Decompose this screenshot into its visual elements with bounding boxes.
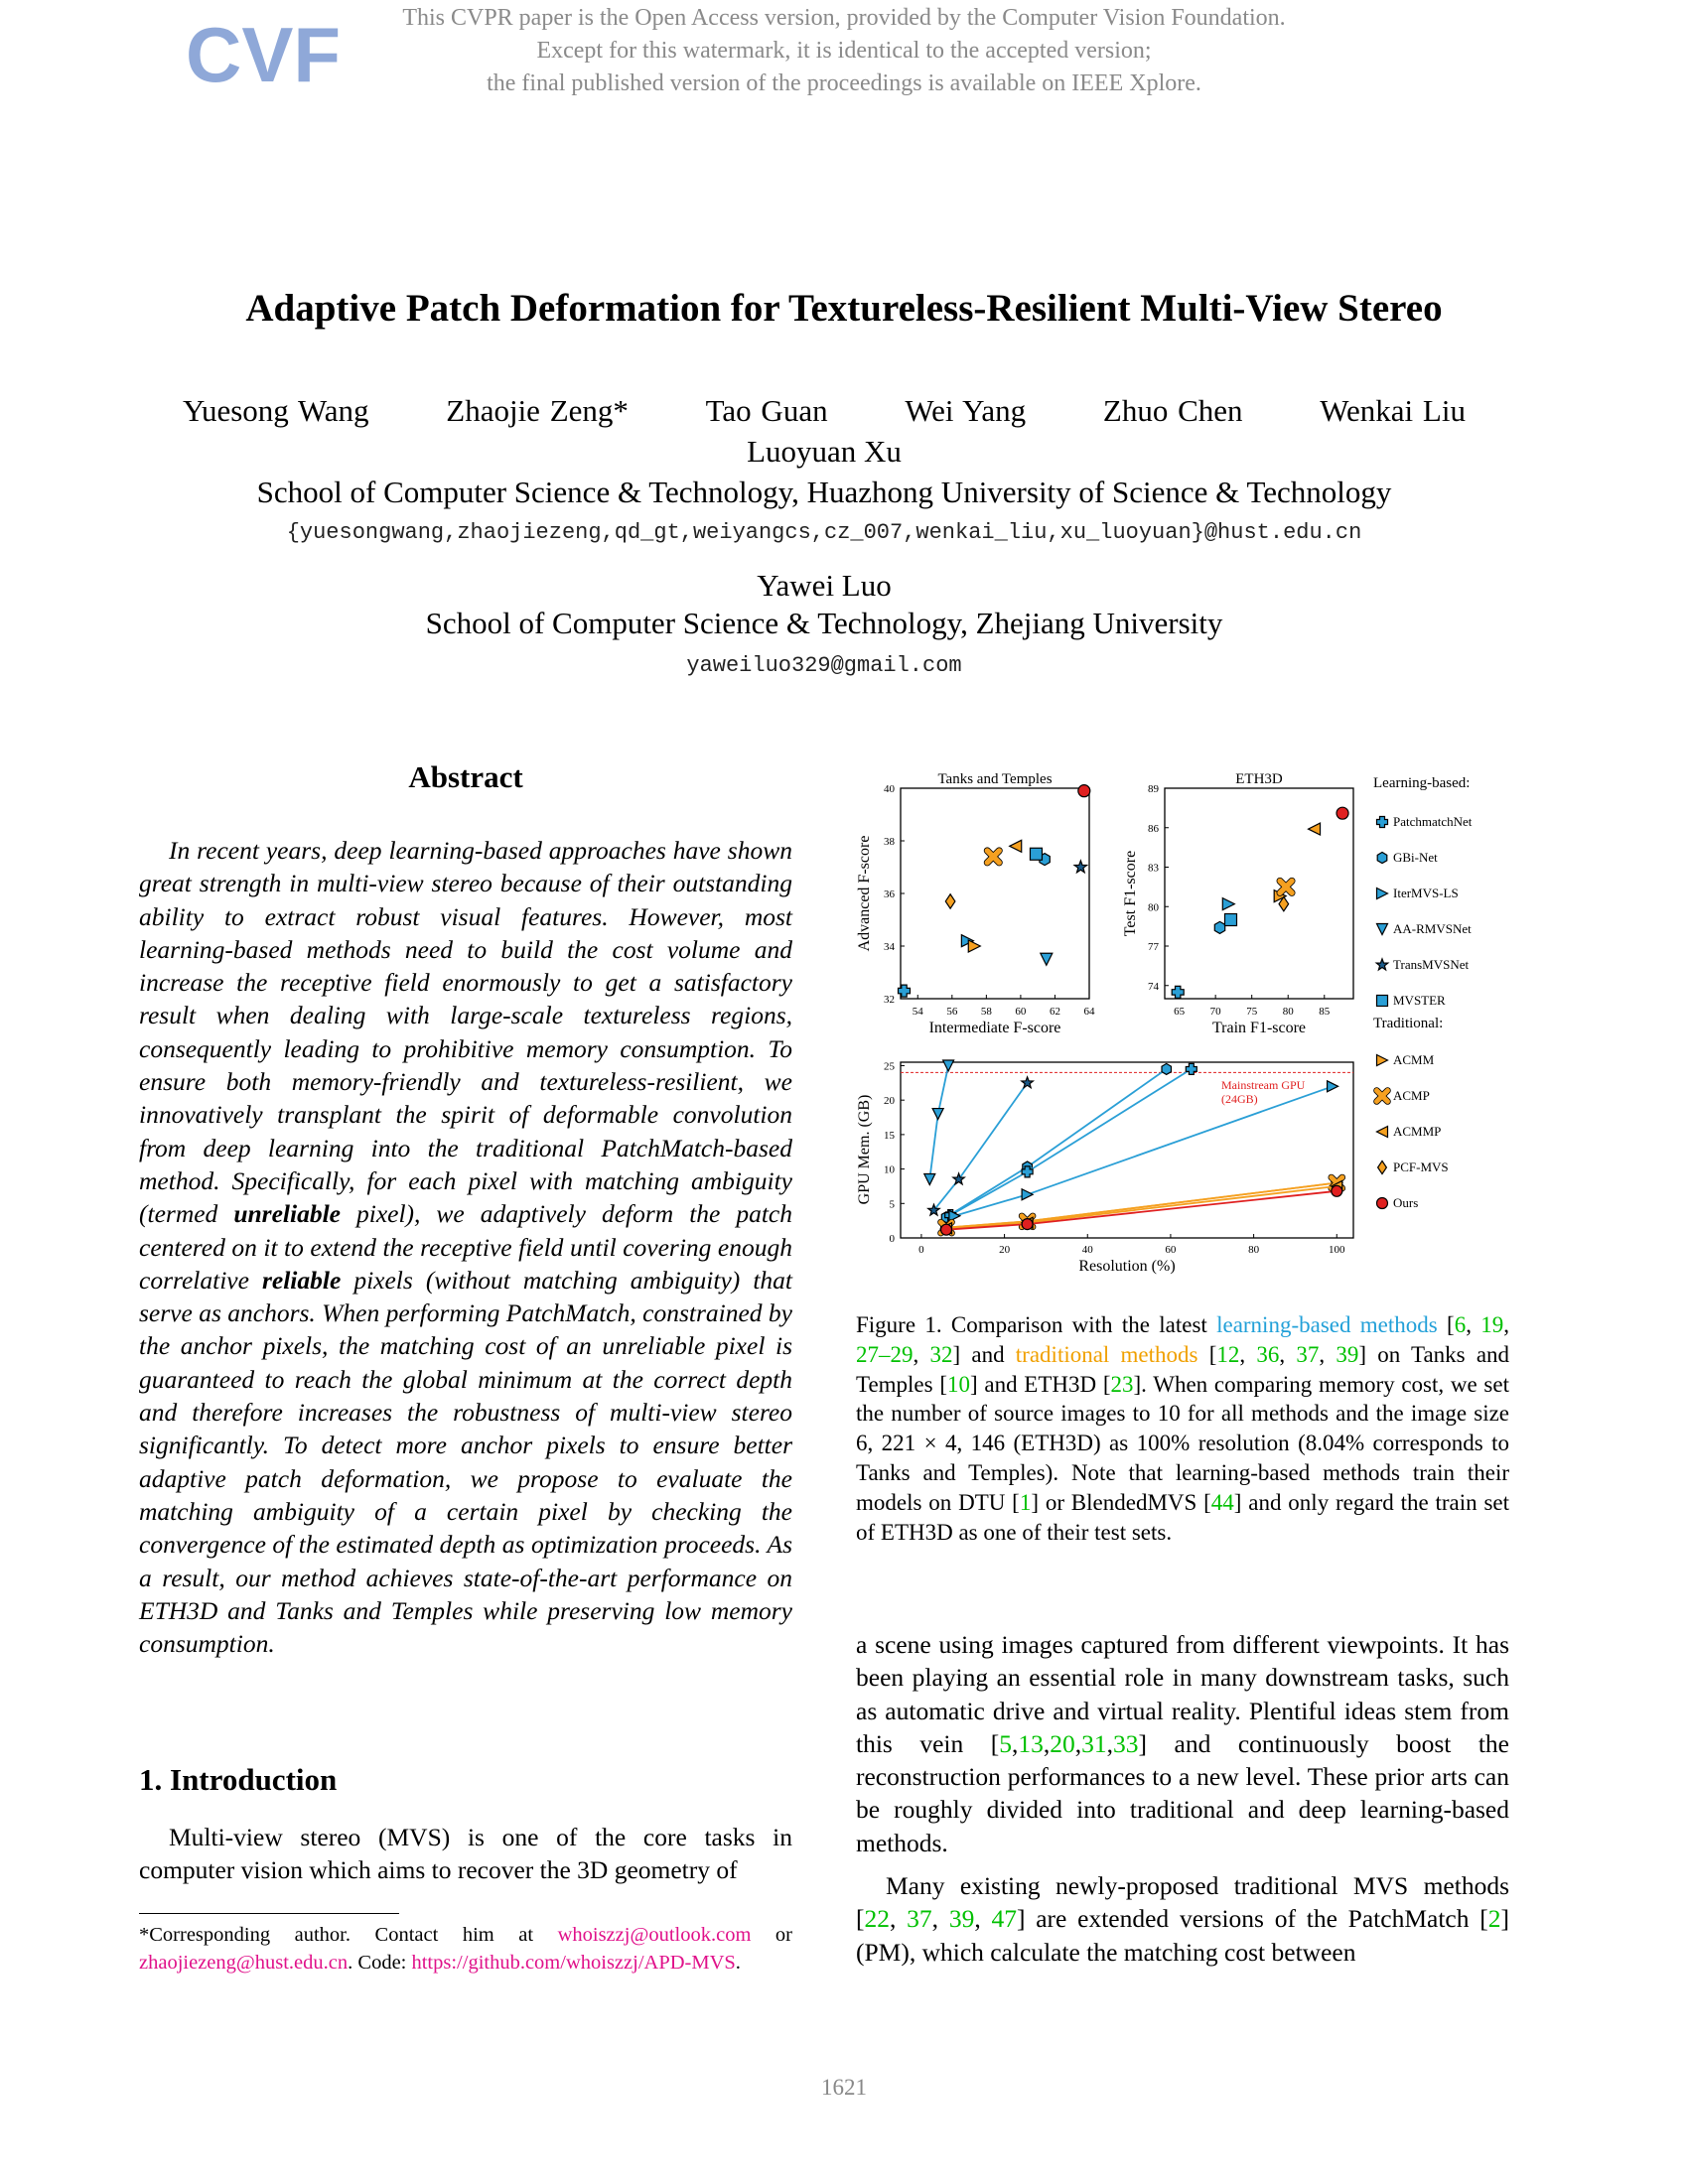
page-number: 1621	[821, 2075, 867, 2100]
point-ours	[1078, 785, 1090, 797]
y-tick-label: 77	[1148, 941, 1159, 953]
point-patchmatchnet	[1172, 986, 1184, 998]
legend-marker	[1377, 924, 1388, 935]
chart-title: Tanks and Temples	[937, 771, 1053, 787]
point-aa-rmvsnet	[932, 1109, 943, 1120]
y-tick-label: 38	[884, 836, 895, 848]
paragraph: Many existing newly-proposed traditional MVS methods [22, 37, 39, 47] are extended versions of the PatchMatch [2] (PM), which calculate the matching cost between	[856, 1871, 1509, 1967]
point-aa-rmvsnet	[1041, 953, 1053, 965]
x-tick-label: 62	[1049, 1006, 1060, 1018]
point-transmvsnet	[1074, 861, 1087, 873]
legend	[1373, 775, 1473, 1210]
footnote-rule	[139, 1913, 399, 1914]
x-axis-label: Resolution (%)	[1078, 1258, 1176, 1275]
point-acmp	[1280, 881, 1292, 892]
y-tick-label: 5	[889, 1198, 895, 1211]
y-tick-label: 32	[884, 994, 895, 1006]
y-tick-label: 10	[884, 1163, 895, 1176]
x-tick-label: 70	[1209, 1006, 1221, 1018]
author: Zhaojie Zeng*	[446, 393, 629, 428]
y-tick-label: 15	[884, 1129, 895, 1142]
figure-caption: Figure 1. Comparison with the latest learning-based methods [6, 19, 27–29, 32] and traditional methods [12, 36, 37, 39] on Tanks and Temples [10] and ETH3D [23]. When comparing memory cost, we set the number of source images to 10 for all methods and the image size 6, 221 × 4, 146 (ETH3D) as 100% resolution (8.04% corresponds to Tanks and Temples). Note that learning-based methods train their models on DTU [1] or BlendedMVS [44] and only regard the train set of ETH3D as one of their test sets.	[856, 1312, 1510, 1545]
watermark-text: This CVPR paper is the Open Access version, provided by the Computer Vision Foundation. Except for this watermark, it is identical to the accepted version; the final published version of the proceedings is available on IEEE Xplore.	[402, 5, 1286, 96]
point-patchmatchnet	[899, 985, 911, 997]
legend-marker	[1377, 996, 1388, 1007]
legend-marker	[1376, 959, 1388, 970]
y-axis-label: GPU Mem. (GB)	[856, 1094, 873, 1205]
legend-heading: Traditional:	[1373, 1016, 1444, 1031]
legend-label: AA-RMVSNet	[1393, 921, 1472, 936]
legend-marker	[1377, 1127, 1388, 1138]
point-acmmp	[1309, 823, 1321, 835]
chart-title: ETH3D	[1235, 771, 1283, 787]
point-gbi-net	[1214, 921, 1224, 933]
chart-frame	[1165, 788, 1353, 999]
legend-label: TransMVSNet	[1393, 957, 1470, 972]
legend-marker	[1377, 817, 1388, 828]
author: Zhuo Chen	[1102, 393, 1243, 428]
point-acmm	[968, 940, 980, 952]
point-gbi-net	[1162, 1063, 1172, 1074]
x-tick-label: 80	[1282, 1006, 1294, 1018]
point-pcf-mvs	[945, 894, 955, 908]
author: Yawei Luo	[757, 568, 892, 603]
series-line-transmvsnet	[934, 1083, 1028, 1210]
paper-title: Adaptive Patch Deformation for Textureless-Resilient Multi-View Stereo	[245, 287, 1443, 330]
memory-chart	[856, 1060, 1353, 1275]
author-emails: {yuesongwang,zhaojiezeng,qd_gt,weiyangcs,cz_007,wenkai_liu,xu_luoyuan}@hust.edu.cn	[286, 520, 1362, 545]
x-tick-label: 65	[1174, 1006, 1186, 1018]
legend-label: MVSTER	[1393, 993, 1446, 1008]
section-heading: 1. Introduction	[139, 1762, 338, 1797]
point-mvster	[1225, 914, 1237, 926]
author: Wenkai Liu	[1320, 393, 1466, 428]
x-tick-label: 54	[912, 1006, 923, 1018]
abstract-heading: Abstract	[408, 759, 523, 794]
point-ours	[1336, 807, 1348, 819]
y-tick-label: 89	[1148, 783, 1159, 795]
x-tick-label: 0	[918, 1244, 924, 1256]
footnote: *Corresponding author. Contact him at whoiszzj@outlook.com or zhaojiezeng@hust.edu.cn. Code: https://github.com/whoiszzj/APD-MVS.	[139, 1924, 792, 1974]
email-link[interactable]: whoiszzj@outlook.com	[557, 1924, 752, 1946]
point-acmmp	[1010, 840, 1022, 852]
chart-frame	[901, 788, 1089, 999]
eth3d-chart	[1122, 771, 1353, 1036]
x-axis-label: Train F1-score	[1211, 1020, 1307, 1036]
x-tick-label: 85	[1319, 1006, 1331, 1018]
y-axis-label: Test F1-score	[1122, 850, 1139, 937]
x-tick-label: 60	[1015, 1006, 1027, 1018]
point-ours	[1022, 1219, 1033, 1230]
y-tick-label: 20	[884, 1095, 895, 1108]
point-ours	[941, 1224, 952, 1235]
y-tick-label: 36	[884, 888, 895, 900]
point-mvster	[1030, 848, 1042, 860]
legend-label: ACMMP	[1393, 1124, 1442, 1139]
legend-marker	[1378, 1160, 1387, 1173]
cvf-logo	[184, 11, 341, 98]
abstract-body: In recent years, deep learning-based approaches have shown great strength in multi-view stereo because of their outstanding ability to extract robust visual features. However, most learning-based methods need to build the cost volume and increase the receptive field enormously to get a satisfactory result when dealing with large-scale textureless regions, consequently leading to prohibitive memory consumption. To ensure both memory-friendly and textureless-resilient, we innovatively transplant the spirit of deformable convolution from deep learning into the traditional PatchMatch-based method. Specifically, for each pixel with matching ambiguity (termed unreliable pixel), we adaptively deform the patch centered on it to extend the receptive field until covering enough correlative reliable pixels (without matching ambiguity) that serve as anchors. When performing PatchMatch, constrained by the anchor pixels, the matching cost of an unreliable pixel is guaranteed to reach the global minimum at the correct depth and therefore increases the robustness of multi-view stereo significantly. To detect more anchor pixels to ensure better adaptive patch deformation, we propose to evaluate the matching ambiguity of a certain pixel by checking the convergence of the estimated depth as optimization proceeds. As a result, our method achieves state-of-the-art performance on ETH3D and Tanks and Temples while preserving low memory consumption.	[139, 836, 792, 1659]
y-axis-label: Advanced F-score	[856, 835, 873, 952]
x-tick-label: 40	[1081, 1244, 1093, 1256]
x-tick-label: 60	[1165, 1244, 1177, 1256]
paragraph: a scene using images captured from different viewpoints. It has been playing an essential role in many downstream tasks, such as automatic drive and virtual reality. Plentiful ideas stem from this vein [5,13,20,31,33] and continuously boost the reconstruction performances to a new level. These prior arts can be roughly divided into traditional and deep learning-based methods.	[856, 1630, 1509, 1857]
legend-label: ACMM	[1393, 1052, 1435, 1067]
legend-heading: Learning-based:	[1373, 775, 1471, 791]
y-tick-label: 86	[1148, 822, 1159, 835]
x-tick-label: 80	[1248, 1244, 1260, 1256]
y-tick-label: 25	[884, 1060, 895, 1073]
svg-text:CVF: CVF	[186, 11, 341, 98]
tanks-temples-chart	[856, 771, 1095, 1036]
email-link[interactable]: zhaojiezeng@hust.edu.cn	[139, 1952, 349, 1974]
y-tick-label: 74	[1148, 980, 1159, 993]
legend-label: Ours	[1393, 1195, 1419, 1210]
body-text-right	[856, 1628, 1509, 1979]
x-tick-label: 75	[1246, 1006, 1258, 1018]
intro-paragraph: Multi-view stereo (MVS) is one of the core tasks in computer vision which aims to recover the 3D geometry of	[139, 1823, 792, 1885]
legend-label: ACMP	[1393, 1088, 1430, 1103]
author: Wei Yang	[905, 393, 1027, 428]
affiliation: School of Computer Science & Technology, Huazhong University of Science & Technology	[256, 475, 1392, 509]
legend-label: PCF-MVS	[1393, 1160, 1449, 1174]
point-ours	[1332, 1185, 1342, 1196]
point-transmvsnet	[1022, 1077, 1034, 1088]
point-itermvs-ls	[1022, 1189, 1033, 1200]
y-tick-label: 83	[1148, 862, 1159, 875]
annotation: (24GB)	[1221, 1092, 1258, 1106]
y-tick-label: 40	[884, 783, 895, 795]
series-line-acmp	[946, 1183, 1336, 1228]
x-tick-label: 100	[1329, 1244, 1345, 1256]
legend-label: IterMVS-LS	[1393, 886, 1459, 900]
legend-label: PatchmatchNet	[1393, 814, 1473, 829]
point-aa-rmvsnet	[943, 1060, 954, 1071]
author: Tao Guan	[705, 393, 828, 428]
author-list	[0, 393, 1648, 429]
point-aa-rmvsnet	[924, 1174, 935, 1185]
point-acmp	[987, 851, 999, 863]
x-tick-label: 20	[999, 1244, 1011, 1256]
legend-marker	[1377, 1091, 1388, 1102]
legend-marker	[1377, 1055, 1388, 1066]
legend-label: GBi-Net	[1393, 850, 1438, 865]
legend-marker	[1377, 853, 1387, 864]
point-itermvs-ls	[1328, 1081, 1338, 1092]
author-email: yaweiluo329@gmail.com	[686, 653, 962, 678]
author: Yuesong Wang	[183, 393, 369, 428]
legend-marker	[1377, 1198, 1388, 1209]
x-tick-label: 56	[946, 1006, 958, 1018]
y-tick-label: 34	[884, 941, 895, 953]
series-line-gbi-net	[946, 1069, 1167, 1217]
x-tick-label: 64	[1083, 1006, 1095, 1018]
series-line-aa-rmvsnet	[929, 1066, 948, 1180]
y-tick-label: 80	[1148, 901, 1159, 914]
y-tick-label: 0	[889, 1233, 895, 1245]
affiliation: School of Computer Science & Technology, Zhejiang University	[425, 606, 1223, 640]
annotation: Mainstream GPU	[1221, 1078, 1306, 1092]
figure-1	[849, 754, 1509, 1291]
legend-marker	[1377, 888, 1388, 899]
author: Luoyuan Xu	[747, 434, 902, 469]
x-tick-label: 58	[980, 1006, 992, 1018]
point-itermvs-ls	[1222, 898, 1234, 910]
x-axis-label: Intermediate F-score	[928, 1020, 1061, 1036]
code-link[interactable]: https://github.com/whoiszzj/APD-MVS	[411, 1952, 736, 1974]
